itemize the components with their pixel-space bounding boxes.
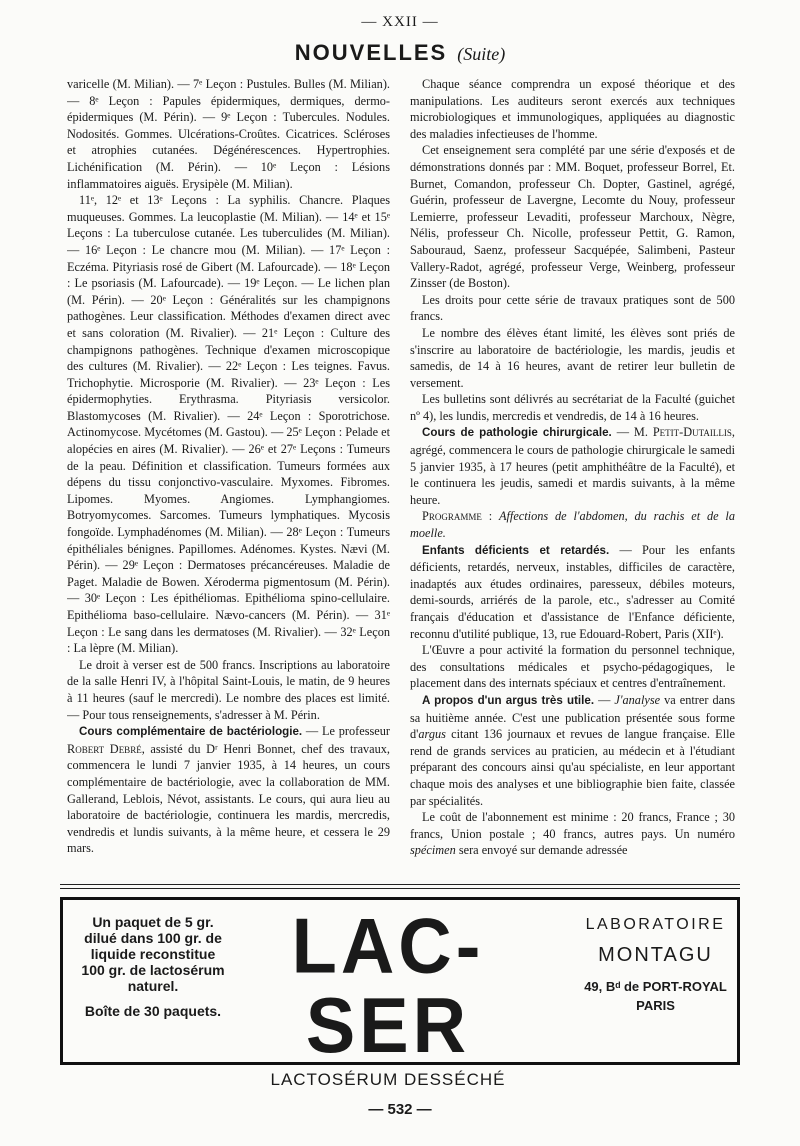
paragraph: [410, 542, 735, 643]
person-name: Robert Debré: [67, 741, 142, 756]
section-title: NOUVELLES: [294, 40, 448, 65]
page-title: [0, 40, 800, 66]
paragraph: varicelle (M. Milian). — 7ᵉ Leçon : Pustules. Bulles (M. Milian). — 8ᵉ Leçon : Papules épidermiques, dermiques, dermo-épidermiques (M. Périn). — 9ᵉ Leçon : Tubercules. Nodules. Nodosités. Gommes. Ulcérations-Croûtes. Cicatrices. Scléroses et atrophies cutanées. Dégénérescences. Hypertrophies. Lichénification (M. Périn). — 10ᵉ Leçon : Lésions inflammatoires aiguës. Erysipèle (M. Milian).: [67, 77, 390, 191]
ad-text-line: liquide reconstitue: [90, 946, 216, 962]
program-label: Programme: [422, 509, 482, 524]
ad-product-description: [69, 914, 237, 1019]
paragraph: L'Œuvre a pour activité la formation du personnel technique, des consultations médicales et psycho-pédagogiques, le placement dans des internats spéciaux et centres d'entraînement.: [410, 643, 735, 691]
text-run: — Pour les enfants déficients, retardés, nerveux, instables, difficiles de caractère, inadaptés aux études ordinaires, paresseux, débiles moteurs, demi-sourds, arriérés de la parole, etc., s'adresser au Comité français d'éducation et d'assistance de l'Enfance déficiente, reconnu d'utilité publique, 13, rue Edouard-Robert, Paris (XIIᵉ).: [410, 542, 735, 641]
lab-city: PARIS: [636, 998, 675, 1013]
right-column: [410, 76, 735, 874]
section-title-suffix: (Suite): [457, 44, 506, 64]
paragraph-heading: Cours de pathologie chirurgicale.: [422, 426, 612, 440]
paragraph-heading: Cours complémentaire de bactériologie.: [79, 725, 303, 739]
publication-title: J'analyse: [614, 692, 661, 707]
italic-term: spécimen: [410, 843, 456, 858]
paragraph: Chaque séance comprendra un exposé théorique et des manipulations. Les auditeurs seront exercés aux techniques microbiologiques et immunologiques, appliquées au diagnostic des maladies infectieuses de l'homme.: [410, 77, 735, 141]
brand-logo: LAC-SER: [291, 902, 485, 1069]
lab-label: LABORATOIRE: [585, 916, 726, 933]
paragraph: 11ᵉ, 12ᵉ et 13ᵉ Leçons : La syphilis. Chancre. Plaques muqueuses. Gommes. La leucoplastie (M. Milian). — 14ᵉ et 15ᵉ Leçons : La tuberculose cutanée. Les tuberculides (M. Milian). — 16ᵉ Leçon : Le chancre mou (M. Milian). — 17ᵉ Leçon : Eczéma. Pityriasis rosé de Gibert (M. Lafourcade). — 18ᵉ Leçon : Le psoriasis (M. Lafourcade). — 19ᵉ Leçon. — Le lichen plan (M. Périn). — 20ᵉ Leçon : Généralités sur les champignons pathogènes. Leur classification. Méthodes d'examen direct avec et sans coloration (M. Rivalier). — 21ᵉ Leçon : Culture des champignons pathogènes. Technique d'examen microscopique des cultures (M. Rivalier). — 22ᵉ Leçon : Les teignes. Favus. Trichophytie. Microsporie (M. Rivalier). — 23ᵉ Leçon : Les épidermophyties. Erythrasma. Pityriasis versicolor. Blastomycoses (M. Rivalier). — 24ᵉ Leçon : Sporotrichose. Actinomycose. Mycétomes (M. Gastou). — 25ᵉ Leçon : Pelade et alopécies en aires (M. Rivalier). — 26ᵉ et 27ᵉ Leçons : Tumeurs de la peau. Définition et classification. Tumeurs formées aux dépens du tissu conjonctivo-vasculaire. Myxomes. Fibromes. Lipomes. Myomes. Angiomes. Lymphangiomes. Botryomycomes. Sarcomes. Tumeurs lymphatiques. Mycosis fongoïde. Lymphadénomes (M. Milian). — 28ᵉ Leçon : Tumeurs épithéliales bénignes. Papillomes. Adénomes. Kystes. Nævi (M. Périn). — 29ᵉ Leçon : Dermatoses précancéreuses. Maladie de Paget. Maladie de Bowen. Xéroderma pigmentosum (M. Périn). — 30ᵉ Leçon : Les épithéliomas. Epithélioma spino-cellulaire. Epithélioma baso-cellulaire. Nævo-cancers (M. Périn). — 31ᵉ Leçon : Le sang dans les dermatoses (M. Rivalier). — 32ᵉ Leçon : La lèpre (M. Milian).: [67, 193, 390, 656]
lab-address: 49, Bᵈ de PORT-ROYAL: [584, 979, 727, 994]
page-number-roman: — XXII —: [361, 14, 439, 30]
paragraph: [410, 424, 735, 508]
lab-name: MONTAGU: [598, 944, 713, 966]
text-run: :: [481, 509, 499, 524]
ad-brand-block: [253, 902, 523, 1090]
paragraph-heading: Enfants déficients et retardés.: [422, 543, 610, 557]
paragraph: Les bulletins sont délivrés au secrétariat de la Faculté (guichet nº 4), les lundis, mercredis et vendredis, de 14 à 16 heures.: [410, 392, 735, 423]
text-run: — Le professeur: [302, 724, 390, 739]
text-run: Le coût de l'abonnement est minime : 20 francs, France ; 30 francs, Union postale ; 40 francs, autres pays. Un numéro: [410, 810, 735, 841]
brand-subtitle: LACTOSÉRUM DESSÉCHÉ: [270, 1070, 506, 1089]
text-run: citant 136 journaux et revues de langue française. Elle rend de grands services au praticien, au médecin et à l'étudiant préparant des concours ainsi qu'au spécialiste, en leur apportant chaque mois des analyses et une bibliographie bien faite, classée par spécialités.: [410, 727, 735, 808]
text-run: , assisté du Dʳ Henri Bonnet, chef des travaux, commencera le lundi 7 janvier 1935, à 14 heures, un cours complémentaire de bactériologie, avec la collaboration de MM. Gallerand, Leblois, Névot, assistants. Le cours, qui aura lieu au laboratoire de bactériologie, continuera les mardis, mercredis, vendredis et lundis suivants, à la même heure, et cessera le 29 mars.: [67, 741, 390, 856]
paragraph: Le nombre des élèves étant limité, les élèves sont priés de s'inscrire au laboratoire de bactériologie, les mardis, jeudis et samedis, de 14 à 16 heures, avant de retirer leur bulletin de versement.: [410, 325, 735, 390]
paragraph: Le droit à verser est de 500 francs. Inscriptions au laboratoire de la salle Henri IV, à l'hôpital Saint-Louis, le matin, de 9 heures à 11 heures (sauf le mercredi). Le nombre des places est limité. — Pour tous renseignements, s'adresser à M. Périn.: [67, 657, 390, 722]
paragraph: [410, 692, 735, 809]
paragraph-heading: A propos d'un argus très utile.: [422, 693, 595, 707]
ad-text-line: dilué dans 100 gr. de: [84, 930, 222, 946]
paragraph: [67, 723, 390, 857]
divider-rule: [60, 888, 740, 889]
advertisement-box: [60, 897, 740, 1089]
person-name: Petit-Dutaillis: [652, 425, 732, 440]
ad-package-size: Boîte de 30 paquets.: [84, 1003, 222, 1019]
ad-text-line: 100 gr. de lactosérum: [81, 962, 225, 978]
text-run: —: [594, 692, 615, 707]
text-run: sera envoyé sur demande adressée: [455, 843, 628, 858]
ad-text-line: Un paquet de 5 gr.: [92, 914, 214, 930]
ad-laboratory: [578, 914, 733, 1013]
paragraph: Cet enseignement sera complété par une série d'exposés et de démonstrations donnés par : MM. Boquet, professeur Borrel, Et. Burnet, Comandon, professeur Ch. Dopter, Gastinel, agrégé, Guérin, professeur de Lavergne, Lecomte du Nouy, professeur Lemierre, professeur Levaditi, professeur Marchoux, Nègre, Nélis, professeur Ch. Nicolle, professeur Pettit, G. Ramon, Sabouraud, Saenz, professeur Sacquépée, Salimbeni, Pasteur Vallery-Radot, agrégé, professeur Verge, Weinberg, professeur Zinsser (de Boston).: [410, 143, 735, 291]
page-number: — 532 —: [368, 1101, 432, 1118]
divider-rule: [60, 884, 740, 885]
left-column: [67, 76, 390, 874]
program-title: Affections de l'abdomen, du rachis et de la moelle.: [410, 509, 735, 541]
ad-text-line: naturel.: [127, 978, 179, 994]
text-run: — M.: [611, 425, 653, 440]
text-run: va entrer dans sa huitième année. C'est une publication présentée sous forme d': [410, 692, 735, 742]
text-run: , agrégé, commencera le cours de pathologie chirurgicale le samedi 5 janvier 1935, à 17 heures (petit amphithéâtre de la Faculté), et le continuera les jeudis, samedi et mardis suivants, à la même heure.: [410, 425, 735, 507]
paragraph: [410, 508, 735, 541]
italic-term: argus: [418, 727, 446, 742]
paragraph: [410, 809, 735, 859]
paragraph: Les droits pour cette série de travaux pratiques sont de 500 francs.: [410, 292, 735, 324]
